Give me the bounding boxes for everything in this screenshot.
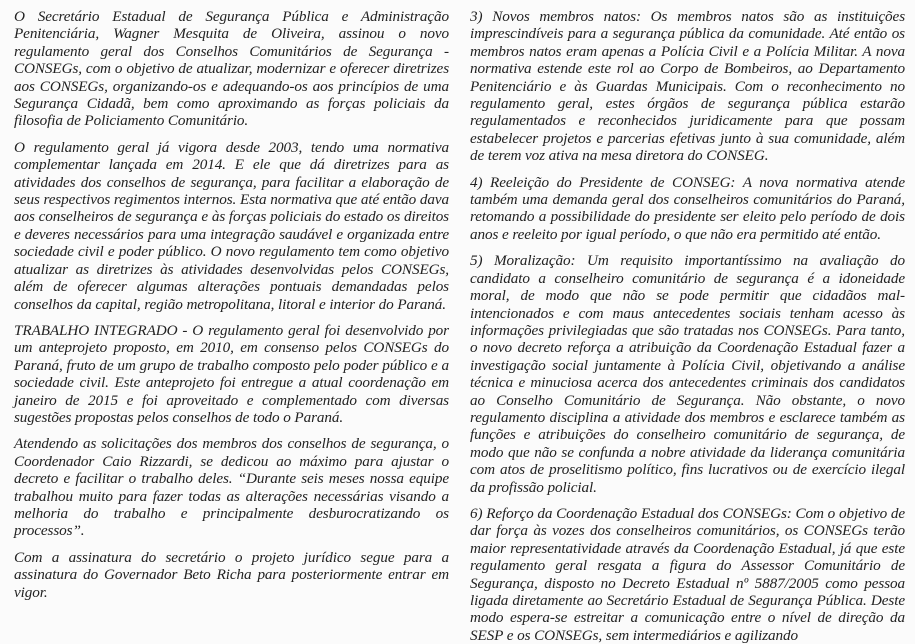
left-column [14, 8, 449, 601]
paragraph-signature: Com a assinatura do secretário o projeto jurídico segue para a assinatura do Governador Beto Richa para posteriormente entrar em vigor. [14, 548, 449, 601]
paragraph-trabalho-integrado: TRABALHO INTEGRADO - O regulamento geral foi desenvolvido por um anteprojeto proposto, em 2010, em consenso pelos CONSEGs do Paraná, fruto de um grupo de trabalho composto pelo poder público e a sociedade civil. Este anteprojeto foi entregue a atual coordenação em janeiro de 2015 e foi aproveitado e complementado com diversas sugestões propostas pelos conselhos de todo o Paraná. [14, 321, 449, 426]
paragraph-regulation-history: O regulamento geral já vigora desde 2003, tendo uma normativa complementar lançada em 2014. E ele que dá diretrizes para as atividades dos conselhos de segurança, para facilitar a elaboração de seus respectivos regimentos internos. Esta normativa que até então dava aos conselheiros de segurança e às forças policiais do estado os direitos e deveres necessários para uma integração saudável e organizada entre sociedade civil e poder público. O novo regulamento tem como objetivo atualizar as diretrizes às atividades desenvolvidas pelos CONSEGs, além de oferecer algumas alterações pontuais demandadas pelos conselhos da capital, região metropolitana, litoral e interior do Paraná. [14, 138, 449, 313]
right-column [470, 8, 905, 644]
paragraph-coordinator-quote: Atendendo as solicitações dos membros dos conselhos de segurança, o Coordenador Caio Rizzardi, se dedicou ao máximo para ajustar o decreto e facilitar o trabalho deles. “Durante seis meses nossa equipe trabalhou muito para fazer todas as alterações necessárias visando a melhoria do trabalho e principalmente desburocratizando os processos”. [14, 435, 449, 540]
paragraph-item-3-novos-membros: 3) Novos membros natos: Os membros natos são as instituições imprescindíveis para a segurança pública da comunidade. Até então os membros natos eram apenas a Polícia Civil e a Polícia Militar. A nova normativa estende este rol ao Corpo de Bombeiros, ao Departamento Penitenciário e às Guardas Municipais. Com o reconhecimento no regulamento geral, estes órgãos de segurança pública estarão regulamentados e reconhecidos juridicamente para que possam estabelecer projetos e parcerias efetivas junto à sua comunidade, além de terem voz ativa na mesa diretora do CONSEG. [470, 8, 905, 165]
paragraph-item-6-reforco: 6) Reforço da Coordenação Estadual dos CONSEGs: Com o objetivo de dar força às vozes dos conselheiros comunitários, os CONSEGs terão maior representatividade através da Coordenação Estadual, já que este regulamento geral resgata a figura do Assessor Comunitário de Segurança, disposto no Decreto Estadual nº 5887/2005 como pessoa ligada diretamente ao Secretário Estadual de Segurança Pública. Deste modo espera-se estreitar a comunicação entre o nível de direção da SESP e os CONSEGs, sem intermediários e agilizando [470, 504, 905, 644]
paragraph-intro: O Secretário Estadual de Segurança Pública e Administração Penitenciária, Wagner Mesquita de Oliveira, assinou o novo regulamento geral dos Conselhos Comunitários de Segurança - CONSEGs, com o objetivo de atualizar, modernizar e oferecer diretrizes aos CONSEGs, organizando-os e adequando-os aos princípios de uma Segurança Cidadã, bem como aproximando as forças policiais da filosofia de Policiamento Comunitário. [14, 8, 449, 130]
paragraph-item-4-reeleicao: 4) Reeleição do Presidente de CONSEG: A nova normativa atende também uma demanda geral dos conselheiros comunitários do Paraná, retomando a possibilidade do presidente ser eleito pelo período de dois anos e reeleito por igual período, o que não era permitido até então. [470, 173, 905, 243]
paragraph-item-5-moralizacao: 5) Moralização: Um requisito importantíssimo na avaliação do candidato a conselheiro comunitário de segurança é a idoneidade moral, de modo que não se pode permitir que cidadãos mal-intencionados e com maus antecedentes sociais tenham acesso às informações privilegiadas que são tratadas nos CONSEGs. Para tanto, o novo decreto reforça a atribuição da Coordenação Estadual fazer a investigação social juntamente à Polícia Civil, objetivando a análise técnica e minuciosa acerca dos antecedentes criminais dos candidatos ao Conselho Comunitário de Segurança. Não obstante, o novo regulamento disciplina a atividade dos membros e esclarece também as funções e atribuições do conselheiro comunitário de segurança, de modo que não se confunda a nobre atividade da liderança comunitária com atos de proselitismo político, fins lucrativos ou de exercício ilegal da profissão policial. [470, 252, 905, 496]
